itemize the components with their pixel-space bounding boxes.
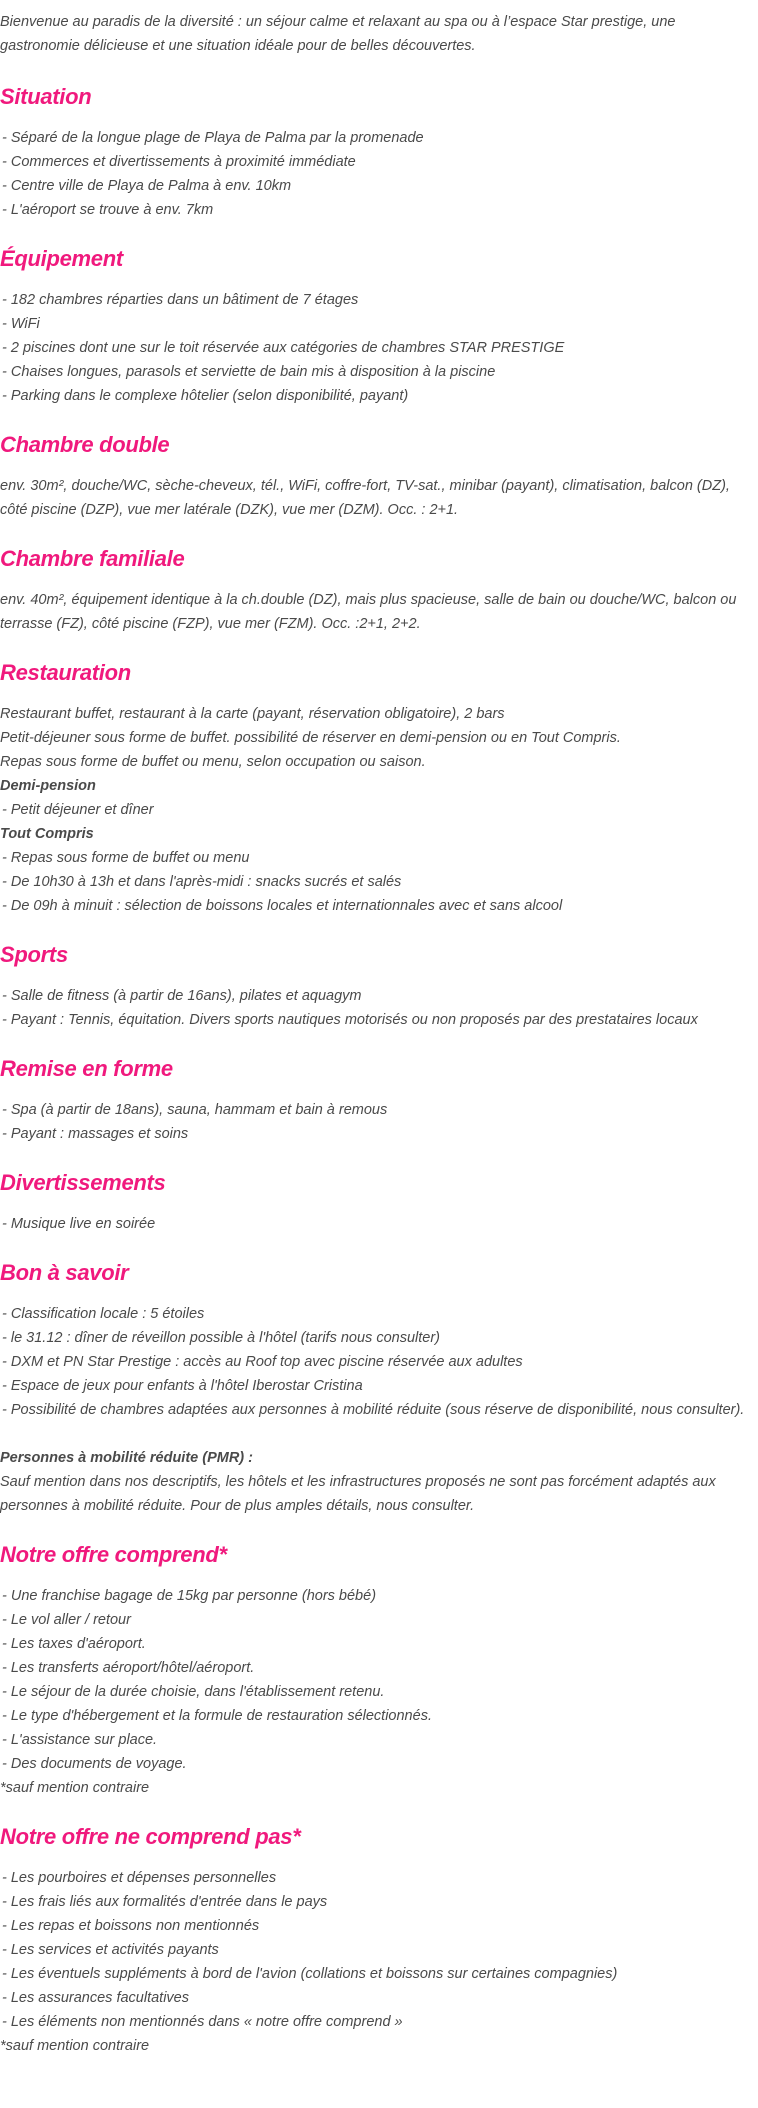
section-title-chambre-double: Chambre double xyxy=(0,432,170,457)
list-item: - Le séjour de la durée choisie, dans l'établissement retenu. xyxy=(2,1684,385,1700)
section-offre-ne-comprend-pas xyxy=(0,1820,758,2058)
list-item: - Payant : massages et soins xyxy=(2,1126,189,1142)
list-item: - Chaises longues, parasols et serviette de bain mis à disposition à la piscine xyxy=(2,364,496,380)
section-divertissements xyxy=(0,1166,758,1236)
list-item: - Une franchise bagage de 15kg par personne (hors bébé) xyxy=(2,1588,377,1604)
offre-comprend-note: *sauf mention contraire xyxy=(0,1780,150,1796)
restauration-line: Petit-déjeuner sous forme de buffet. possibilité de réserver en demi-pension ou en Tout Compris. xyxy=(0,730,621,746)
list-item: - L'assistance sur place. xyxy=(2,1732,158,1748)
section-chambre-familiale xyxy=(0,542,758,636)
list-item: - WiFi xyxy=(2,316,40,332)
section-title-divertissements: Divertissements xyxy=(0,1170,166,1195)
list-item: - Des documents de voyage. xyxy=(2,1756,187,1772)
list-item: - Possibilité de chambres adaptées aux personnes à mobilité réduite (sous réserve de disponibilité, nous consulter). xyxy=(2,1402,745,1418)
list-item: - Centre ville de Playa de Palma à env. 10km xyxy=(2,178,292,194)
list-item: - Les transferts aéroport/hôtel/aéroport. xyxy=(2,1660,255,1676)
restauration-line: Restaurant buffet, restaurant à la carte (payant, réservation obligatoire), 2 bars xyxy=(0,706,505,722)
section-title-chambre-familiale: Chambre familiale xyxy=(0,546,185,571)
list-item: - Classification locale : 5 étoiles xyxy=(2,1306,205,1322)
list-item: - Les assurances facultatives xyxy=(2,1990,189,2006)
section-title-restauration: Restauration xyxy=(0,660,131,685)
list-item: - Les pourboires et dépenses personnelles xyxy=(2,1870,277,1886)
section-title-offre-ne-comprend-pas: Notre offre ne comprend pas* xyxy=(0,1824,301,1849)
list-item: - DXM et PN Star Prestige : accès au Roof top avec piscine réservée aux adultes xyxy=(2,1354,523,1370)
section-sports xyxy=(0,938,758,1032)
demi-pension-heading: Demi-pension xyxy=(0,778,96,794)
section-title-remise-en-forme: Remise en forme xyxy=(0,1056,173,1081)
list-item: - Les taxes d'aéroport. xyxy=(2,1636,146,1652)
restauration-line: Repas sous forme de buffet ou menu, selon occupation ou saison. xyxy=(0,754,426,770)
section-title-bon-a-savoir: Bon à savoir xyxy=(0,1260,129,1285)
offre-ne-comprend-pas-note: *sauf mention contraire xyxy=(0,2038,150,2054)
list-item: - De 09h à minuit : sélection de boissons locales et internationnales avec et sans alcool xyxy=(2,898,563,914)
chambre-familiale-text: env. 40m², équipement identique à la ch.double (DZ), mais plus spacieuse, salle de bain ou douche/WC, balcon ou terrasse (FZ), côté piscine (FZP), vue mer (FZM). Occ. :2+1, 2+2. xyxy=(0,592,737,632)
chambre-double-text: env. 30m², douche/WC, sèche-cheveux, tél., WiFi, coffre-fort, TV-sat., minibar (payant), climatisation, balcon (DZ), côté piscine (DZP), vue mer latérale (DZK), vue mer (DZM). Occ. : 2+1. xyxy=(0,478,730,518)
section-title-equipement: Équipement xyxy=(0,246,123,271)
section-title-sports: Sports xyxy=(0,942,68,967)
list-item: - le 31.12 : dîner de réveillon possible à l'hôtel (tarifs nous consulter) xyxy=(2,1330,441,1346)
list-item: - Salle de fitness (à partir de 16ans), pilates et aquagym xyxy=(2,988,362,1004)
pmr-heading: Personnes à mobilité réduite (PMR) : xyxy=(0,1450,253,1466)
list-item: - Spa (à partir de 18ans), sauna, hammam et bain à remous xyxy=(2,1102,388,1118)
intro-text: Bienvenue au paradis de la diversité : un séjour calme et relaxant au spa ou à l’espace Star prestige, une gastronomie délicieuse et une situation idéale pour de belles découvertes. xyxy=(0,14,676,54)
list-item: - Les frais liés aux formalités d'entrée dans le pays xyxy=(2,1894,328,1910)
list-item: - Repas sous forme de buffet ou menu xyxy=(2,850,250,866)
section-restauration xyxy=(0,656,758,918)
section-chambre-double xyxy=(0,428,758,522)
tout-compris-heading: Tout Compris xyxy=(0,826,94,842)
list-item: - Le vol aller / retour xyxy=(2,1612,131,1628)
list-item: - Les éventuels suppléments à bord de l'avion (collations et boissons sur certaines compagnies) xyxy=(2,1966,618,1982)
list-item: - Parking dans le complexe hôtelier (selon disponibilité, payant) xyxy=(2,388,409,404)
section-remise-en-forme xyxy=(0,1052,758,1146)
pmr-text: Sauf mention dans nos descriptifs, les hôtels et les infrastructures proposés ne sont pas forcément adaptés aux personnes à mobilité réduite. Pour de plus amples détails, nous consulter. xyxy=(0,1474,716,1514)
section-bon-a-savoir xyxy=(0,1256,758,1518)
list-item: - Le type d'hébergement et la formule de restauration sélectionnés. xyxy=(2,1708,432,1724)
section-title-offre-comprend: Notre offre comprend* xyxy=(0,1542,227,1567)
section-title-situation: Situation xyxy=(0,84,92,109)
list-item: - Espace de jeux pour enfants à l'hôtel Iberostar Cristina xyxy=(2,1378,363,1394)
pmr-block xyxy=(0,1446,758,1518)
section-offre-comprend xyxy=(0,1538,758,1800)
section-situation xyxy=(0,80,758,222)
list-item: - Les services et activités payants xyxy=(2,1942,219,1958)
list-item: - Payant : Tennis, équitation. Divers sports nautiques motorisés ou non proposés par des prestataires locaux xyxy=(2,1012,698,1028)
list-item: - 182 chambres réparties dans un bâtiment de 7 étages xyxy=(2,292,359,308)
list-item: - 2 piscines dont une sur le toit réservée aux catégories de chambres STAR PRESTIGE xyxy=(2,340,565,356)
section-equipement xyxy=(0,242,758,408)
list-item: - L'aéroport se trouve à env. 7km xyxy=(2,202,214,218)
list-item: - De 10h30 à 13h et dans l'après-midi : snacks sucrés et salés xyxy=(2,874,402,890)
list-item: - Musique live en soirée xyxy=(2,1216,156,1232)
list-item: - Les éléments non mentionnés dans « notre offre comprend » xyxy=(2,2014,403,2030)
list-item: - Commerces et divertissements à proximité immédiate xyxy=(2,154,356,170)
list-item: - Séparé de la longue plage de Playa de Palma par la promenade xyxy=(2,130,424,146)
list-item: - Petit déjeuner et dîner xyxy=(2,802,154,818)
list-item: - Les repas et boissons non mentionnés xyxy=(2,1918,260,1934)
